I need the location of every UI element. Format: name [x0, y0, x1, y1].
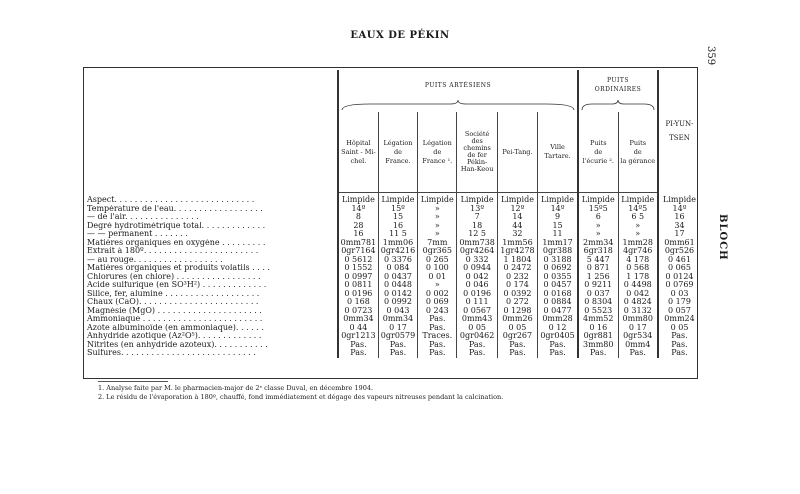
table-cell: Limpide [658, 193, 700, 205]
table-cell: 0 16 [578, 324, 618, 333]
table-cell: 0mm738 [457, 239, 497, 248]
table-cell: 0 8304 [578, 298, 618, 307]
table-cell: 0 0392 [497, 290, 537, 299]
row-label: Matières organiques en oxygène . . . . . . . . . [87, 238, 266, 247]
page-number: 359 [705, 46, 716, 66]
table-cell: 28 [338, 222, 378, 231]
table-cell: 6 [578, 213, 618, 222]
table-cell: 0 232 [497, 273, 537, 282]
table-cell: 0 243 [418, 307, 457, 316]
side-label: BLOCH [717, 214, 728, 261]
table-cell: 0 179 [658, 298, 700, 307]
table-cell: 14º [338, 205, 378, 214]
table-cell: » [418, 281, 457, 290]
table-cell: 0 272 [497, 298, 537, 307]
column-header [338, 112, 378, 193]
row-label: — — permanent . . . . . . . [87, 230, 188, 238]
table-cell: 6 5 [618, 213, 658, 222]
table-cell: 0 03 [658, 290, 700, 299]
table-cell: 0mm61 [658, 239, 700, 248]
table-cell: Limpide [378, 193, 417, 205]
row-label: Anhydride azotique (Az²O⁵). . . . . . . . . . . . . [87, 332, 262, 340]
table-cell: 0gr388 [538, 247, 578, 256]
table-cell: 0 042 [618, 290, 658, 299]
table-cell: 0 0997 [338, 273, 378, 282]
row-label: Aspect. . . . . . . . . . . . . . . . . . . . . . . . . . . . [87, 194, 255, 204]
table-cell: 0 461 [658, 256, 700, 265]
table-cell: 0gr4264 [457, 247, 497, 256]
table-cell: Pas. [418, 315, 457, 324]
table-cell: 0 871 [578, 264, 618, 273]
table-cell: 15 [378, 213, 417, 222]
table-cell: 11 5 [378, 230, 417, 239]
table-cell: 0mm34 [378, 315, 417, 324]
table-row [86, 273, 700, 282]
table-cell: 15º [378, 205, 417, 214]
table-row [86, 298, 700, 307]
table-cell: 1 178 [618, 273, 658, 282]
table-cell: 0 0692 [538, 264, 578, 273]
table-cell: 0 046 [457, 281, 497, 290]
table-cell: 0 568 [618, 264, 658, 273]
table-cell: 0gr881 [578, 332, 618, 341]
table-cell: 0mm43 [457, 315, 497, 324]
table-cell: 0 0567 [457, 307, 497, 316]
table-cell: 8 [338, 213, 378, 222]
table-cell: 13º [457, 205, 497, 214]
table-cell: 0 4498 [618, 281, 658, 290]
table-row [86, 222, 700, 231]
table-cell: 2mm34 [578, 239, 618, 248]
table-cell: Pas. [658, 341, 700, 350]
table-row [86, 281, 700, 290]
table-cell: 0 037 [578, 290, 618, 299]
column-header-text: Hôpital Saint - Mi- chel. [341, 138, 376, 165]
table-cell: Pas. [378, 349, 417, 358]
table-cell: 1mm28 [618, 239, 658, 248]
table-cell: Limpide [578, 193, 618, 205]
table-cell: 7 [457, 213, 497, 222]
column-header-text: Légation de France. [383, 138, 413, 165]
table-cell: 1 256 [578, 273, 618, 282]
table-cell: 0 05 [457, 324, 497, 333]
table-cell: 0 17 [618, 324, 658, 333]
table-cell: 0gr1213 [338, 332, 378, 341]
table-cell: 0 0457 [538, 281, 578, 290]
table-cell: 0 3376 [378, 256, 417, 265]
table-cell: 0 4824 [618, 298, 658, 307]
table-cell: 0 05 [497, 324, 537, 333]
table-cell: 12 5 [457, 230, 497, 239]
table-cell: Limpide [618, 193, 658, 205]
table-cell: 7mm [418, 239, 457, 248]
table-cell: 0 0944 [457, 264, 497, 273]
column-header [578, 112, 618, 193]
table-cell: » [418, 213, 457, 222]
group-ordinaires-line2: ORDINAIRES [594, 86, 642, 93]
table-cell: » [418, 230, 457, 239]
column-header-text: Légation de France ¹. [422, 138, 453, 165]
table-row [86, 307, 700, 316]
brace-ordinaires [578, 100, 658, 112]
table-row [86, 230, 700, 239]
table-cell: 5 447 [578, 256, 618, 265]
column-header-text: Société des chemins de fer Pékin- Han-Keou [460, 130, 494, 173]
table-cell: 34 [658, 222, 700, 231]
footnotes [98, 384, 503, 402]
table-cell: 0 44 [338, 324, 378, 333]
table-cell: 0 0811 [338, 281, 378, 290]
table-cell: 0 057 [658, 307, 700, 316]
table-cell: » [578, 222, 618, 231]
column-header-text: Ville Tartare. [544, 143, 571, 160]
table-cell: Limpide [418, 193, 457, 205]
column-header [457, 112, 497, 193]
table-cell: 0 069 [418, 298, 457, 307]
table-row [86, 332, 700, 341]
table-cell: 0 3188 [538, 256, 578, 265]
row-label: Azote albuminoïde (en ammoniaque). . . . . . [87, 323, 264, 332]
table-cell: 14º5 [618, 205, 658, 214]
label-column-header [86, 70, 338, 193]
table-cell: 0 17 [378, 324, 417, 333]
table-cell: 0 100 [418, 264, 457, 273]
column-header [618, 112, 658, 193]
table-cell: 0 01 [418, 273, 457, 282]
table-cell: 0 5523 [578, 307, 618, 316]
table-cell: 32 [497, 230, 537, 239]
table-cell: 0 0124 [658, 273, 700, 282]
table-cell: 0 0723 [338, 307, 378, 316]
table-cell: » [618, 222, 658, 231]
table-cell: Pas. [497, 349, 537, 358]
table-cell: 1mm06 [378, 239, 417, 248]
table-cell: 0 265 [418, 256, 457, 265]
table-cell: 3mm80 [578, 341, 618, 350]
table-cell: 18 [457, 222, 497, 231]
table-cell: 0 065 [658, 264, 700, 273]
row-label: Nitrites (en anhydride azoteux). . . . . . . . . . . [87, 340, 268, 349]
table-cell: Pas. [578, 349, 618, 358]
table-cell: 0gr267 [497, 332, 537, 341]
table-cell: 0 0196 [338, 290, 378, 299]
table-row [86, 264, 700, 273]
table-cell: 4mm52 [578, 315, 618, 324]
table-cell: Pas. [538, 349, 578, 358]
table-cell: Limpide [538, 193, 578, 205]
row-label: Magnésie (MgO) . . . . . . . . . . . . . . . . . . . . . [87, 306, 262, 315]
table-cell: 0 9211 [578, 281, 618, 290]
table-cell: 0 0437 [378, 273, 417, 282]
group-ordinaires-line1: PUITS [607, 77, 629, 84]
table-cell: 0 002 [418, 290, 457, 299]
table-cell: 0 0448 [378, 281, 417, 290]
row-label: Degré hydrotimétrique total. . . . . . . . . . . . . [87, 221, 266, 230]
footnote-rule [98, 381, 168, 382]
table-cell: 0 332 [457, 256, 497, 265]
table-cell: 0mm24 [658, 315, 700, 324]
column-piyuntsen [658, 70, 700, 193]
table-cell: 17 [658, 230, 700, 239]
page-title: EAUX DE PÉKIN [350, 30, 450, 41]
table-cell: 0mm80 [618, 315, 658, 324]
table-cell: 11 [538, 230, 578, 239]
table-cell: 15 [538, 222, 578, 231]
piyuntsen-line1: PI-YUN- [665, 120, 694, 129]
table-cell: Pas. [658, 332, 700, 341]
table-cell: Pas. [378, 341, 417, 350]
table-cell: 0 111 [457, 298, 497, 307]
table-cell: 9 [538, 213, 578, 222]
column-header [378, 112, 417, 193]
table-cell: Pas. [497, 341, 537, 350]
table-cell: 0gr0462 [457, 332, 497, 341]
table-row [86, 256, 700, 265]
table-cell: Pas. [618, 349, 658, 358]
table-cell: 0 1552 [338, 264, 378, 273]
table-cell: 15º5 [578, 205, 618, 214]
table-cell: 0 3132 [618, 307, 658, 316]
row-label: Acide sulfurique (en SO³H²) . . . . . . . . . . . . . [87, 281, 267, 289]
table-cell: 0gr0405 [538, 332, 578, 341]
piyuntsen-line2: TSEN [669, 134, 690, 143]
table-cell: 1mm17 [538, 239, 578, 248]
table-row [86, 349, 700, 358]
table-cell: 0 043 [378, 307, 417, 316]
table-cell: 16 [378, 222, 417, 231]
table-row [86, 205, 700, 214]
table-cell: » [578, 230, 618, 239]
row-label: — au rouge. . . . . . . . . . . . . . . . . . [87, 255, 223, 264]
table-cell: Pas. [658, 349, 700, 358]
row-label: Chlorures (en chlore) . . . . . . . . . . . . . . . . . [87, 272, 261, 281]
footnote-1: 1. Analyse faite par M. le pharmacien-major de 2ᵉ classe Duval, en décembre 1904. [98, 384, 374, 392]
table-cell: 0 168 [338, 298, 378, 307]
row-label: Extrait à 180º. . . . . . . . . . . . . . . . . . . . . . . [87, 247, 259, 255]
table-cell: 0 042 [457, 273, 497, 282]
column-header [538, 112, 578, 193]
row-label: Sulfures. . . . . . . . . . . . . . . . . . . . . . . . . . . [87, 349, 256, 357]
table-cell: 14º [658, 205, 700, 214]
table-cell: 0 2472 [497, 264, 537, 273]
table-cell: 0 0196 [457, 290, 497, 299]
column-header-text: Pei-Tang. [502, 147, 533, 156]
table-row [86, 341, 700, 350]
row-label: Matières organiques et produits volatils . . . . [87, 264, 270, 272]
table-row [86, 193, 700, 205]
table-cell: 0mm34 [338, 315, 378, 324]
table-cell: Pas. [457, 341, 497, 350]
table-cell: 0 0168 [538, 290, 578, 299]
table-row [86, 247, 700, 256]
table-cell: Pas. [538, 341, 578, 350]
table-cell: 0gr4216 [378, 247, 417, 256]
table-cell: 14º [538, 205, 578, 214]
table-cell: 1gr4278 [497, 247, 537, 256]
table-cell: 0 5612 [338, 256, 378, 265]
table-cell: 0 0884 [538, 298, 578, 307]
row-label: Température de l'eau. . . . . . . . . . . . . . . . . . [87, 204, 263, 213]
table-cell: Pas. [338, 341, 378, 350]
table-cell: 0 174 [497, 281, 537, 290]
table-row [86, 213, 700, 222]
table-row [86, 239, 700, 248]
table-cell: » [618, 230, 658, 239]
table-cell: 0mm4 [618, 341, 658, 350]
analysis-table [86, 70, 700, 358]
column-header-text: Puits de la gérance [620, 138, 656, 165]
table-cell: 0 12 [538, 324, 578, 333]
table-cell: 16 [658, 213, 700, 222]
table-cell: Pas. [338, 349, 378, 358]
table-cell: 0 1298 [497, 307, 537, 316]
table-cell: 0mm26 [497, 315, 537, 324]
table-cell: 0 0142 [378, 290, 417, 299]
column-header [418, 112, 457, 193]
footnote-2: 2. Le résidu de l'évaporation à 180º, chauffé, fond immédiatement et dégage des vapeurs nitreuses pendant la calcination. [98, 393, 504, 401]
table-row [86, 290, 700, 299]
column-header-text: Puits de l'écurie ². [582, 138, 614, 165]
table-cell: 4gr746 [618, 247, 658, 256]
brace-artesiens [338, 100, 578, 112]
group-header-row [86, 70, 700, 100]
table-cell: 0 0355 [538, 273, 578, 282]
table-cell: Pas. [457, 349, 497, 358]
table-cell: 44 [497, 222, 537, 231]
table-cell: 1mm56 [497, 239, 537, 248]
table-cell: 0mm781 [338, 239, 378, 248]
table-cell: 0mm28 [538, 315, 578, 324]
table-cell: 4 178 [618, 256, 658, 265]
table-cell: Limpide [338, 193, 378, 205]
table-cell: 0gr7164 [338, 247, 378, 256]
table-cell: Pas. [418, 349, 457, 358]
table-cell: Limpide [457, 193, 497, 205]
table-cell: » [418, 205, 457, 214]
table-cell: 0gr534 [618, 332, 658, 341]
table-cell: 16 [338, 230, 378, 239]
table-cell: 0 0992 [378, 298, 417, 307]
table-cell: 0 0769 [658, 281, 700, 290]
table-cell: Limpide [497, 193, 537, 205]
row-label: Chaux (CaO). . . . . . . . . . . . . . . . . . . . . . . . [87, 298, 259, 306]
row-label: Silice, fer, alumine . . . . . . . . . . . . . . . . . . . [87, 289, 260, 298]
table-cell: 6gr318 [578, 247, 618, 256]
table-cell: Traces. [418, 332, 457, 341]
table-cell: Pas. [418, 324, 457, 333]
column-header [497, 112, 537, 193]
table-body [86, 193, 700, 358]
table-row [86, 315, 700, 324]
table-row [86, 324, 700, 333]
table-cell: 12º [497, 205, 537, 214]
table-cell: 14 [497, 213, 537, 222]
table-cell: 0 05 [658, 324, 700, 333]
group-ordinaires [578, 70, 658, 100]
group-artesiens: PUITS ARTÉSIENS [338, 70, 578, 100]
table-cell: 0gr0579 [378, 332, 417, 341]
table-cell: 0gr526 [658, 247, 700, 256]
table-cell: Pas. [418, 341, 457, 350]
table-cell: 0 084 [378, 264, 417, 273]
row-label: Ammoniaque . . . . . . . . . . . . . . . . . . . . . . . . [87, 315, 263, 323]
table-cell: 0gr365 [418, 247, 457, 256]
table-cell: 0 0477 [538, 307, 578, 316]
row-label: — de l'air. . . . . . . . . . . . . . . [87, 213, 199, 221]
table-cell: 1 1804 [497, 256, 537, 265]
table-cell: » [418, 222, 457, 231]
